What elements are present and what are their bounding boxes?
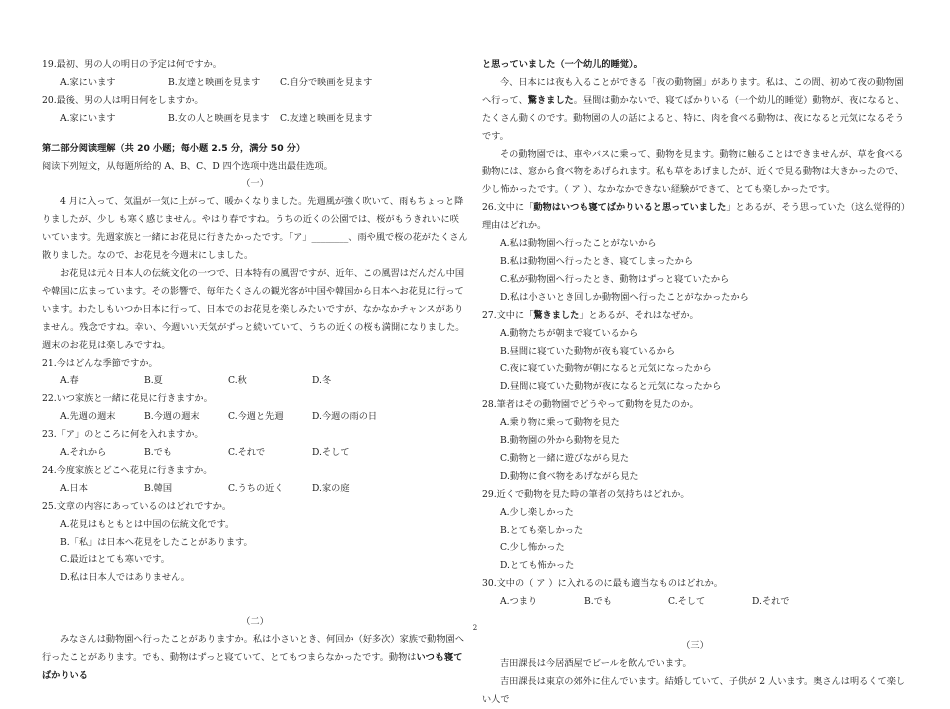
passage-2-paragraph-3: その動物園では、車やバスに乗って、動物を見ます。動物に触ることはできませんが、草を食べる動物には、窓から食べ物をあげられます。私も草をあげましたが、近くで見る動物は大きかったので、少し怖かったです。（ ア ）、なかなかできない経験ができて、とても楽しかったです。 bbox=[482, 148, 904, 196]
question-20-options bbox=[42, 110, 468, 128]
passage-3-line-2: 吉田課長は東京の郊外に住んでいます。結婚していて、子供が 2 人います。奥さんは明るくて楽しい人で bbox=[482, 675, 906, 705]
question-28: 28.筆者はその動物園でどうやって動物を見たのか。 bbox=[482, 399, 699, 411]
option: D.私は日本人ではありません。 bbox=[60, 572, 190, 584]
option: A.私は動物園へ行ったことがないから bbox=[500, 238, 657, 250]
passage-2-continued: と思っていました（一个幼儿的睡觉）。 bbox=[482, 59, 643, 70]
option: B.友達と映画を見ます bbox=[168, 76, 261, 88]
option: A.乗り物に乗って動物を見た bbox=[500, 417, 620, 429]
question-27-bold: 驚きました bbox=[533, 309, 580, 321]
option: C.友達と映画を見ます bbox=[280, 112, 373, 124]
option: B.私は動物園へ行ったとき、寝てしまったから bbox=[500, 255, 694, 267]
option: D.それで bbox=[752, 596, 790, 608]
option: D.昼間に寝ていた動物が夜になると元気になったから bbox=[500, 381, 722, 393]
option: A.春 bbox=[60, 375, 79, 387]
option: D.冬 bbox=[312, 375, 332, 387]
option: B.韓国 bbox=[144, 482, 173, 494]
question-27-pre: 27.文中に「 bbox=[482, 309, 534, 321]
question-30-options bbox=[482, 593, 908, 611]
option: B.夏 bbox=[144, 375, 163, 387]
question-22-options bbox=[42, 408, 468, 426]
question-26 bbox=[482, 199, 908, 235]
option: A.先週の週末 bbox=[60, 411, 116, 423]
question-26-post: 」とあるが、そう思っていた（这么觉得的）理由はどれか。 bbox=[482, 202, 906, 232]
question-21: 21.今はどんな季節ですか。 bbox=[42, 357, 158, 369]
option: A.日本 bbox=[60, 482, 88, 494]
question-22: 22.いつ家族と一緒に花見に行きますか。 bbox=[42, 393, 213, 405]
question-29: 29.近くで動物を見た時の筆者の気持ちはどれか。 bbox=[482, 488, 690, 500]
option: A.少し楽しかった bbox=[500, 506, 574, 518]
question-23-options bbox=[42, 444, 468, 462]
option: B.でも bbox=[144, 447, 173, 459]
option: A.花見はもともとは中国の伝統文化です。 bbox=[60, 518, 235, 530]
option: D.家の庭 bbox=[312, 482, 350, 494]
question-26-pre: 26.文中に「 bbox=[482, 202, 534, 214]
question-19-options bbox=[42, 74, 468, 92]
question-27-post: 」とあるが、それはなぜか。 bbox=[579, 309, 699, 321]
passage-2-para2-rest: 。昼間は動かないで、寝てばかりいる（一个幼儿的睡觉）動物が、夜になると、たくさん動くのです。動物園の人の話によると、特に、肉を食べる動物は、夜になると元気になるそうです。 bbox=[482, 94, 905, 142]
option: C.動物と一緒に遊びながら見た bbox=[500, 452, 630, 464]
option: C.夜に寝ていた動物が朝になると元気になったから bbox=[500, 363, 712, 375]
option: A.家にいます bbox=[60, 112, 116, 124]
question-24: 24.今度家族とどこへ花見に行きますか。 bbox=[42, 464, 213, 476]
option: D.今週の雨の日 bbox=[312, 411, 378, 423]
option: C.うちの近く bbox=[228, 482, 284, 494]
option: A.家にいます bbox=[60, 76, 116, 88]
option: A.つまり bbox=[500, 596, 538, 608]
passage-3-line-1: 吉田課長は今居酒屋でビールを飲んでいます。 bbox=[500, 658, 692, 669]
option: C.今週と先週 bbox=[228, 411, 284, 423]
option: D.そして bbox=[312, 447, 350, 459]
option: B.今週の週末 bbox=[144, 411, 200, 423]
question-26-bold: 動物はいつも寝てばかりいると思っていました bbox=[533, 202, 727, 214]
question-27 bbox=[482, 307, 908, 325]
question-19: 19.最初、男の人の明日の予定は何ですか。 bbox=[42, 59, 222, 70]
right-column bbox=[482, 56, 908, 709]
option: B.昼間に寝ていた動物が夜も寝ているから bbox=[500, 345, 676, 357]
option: B.動物園の外から動物を見た bbox=[500, 435, 620, 447]
passage-2-text-start: みなさんは動物園へ行ったことがありますか。私は小さいとき、何回か（好多次）家族で動物園へ行ったことがあります。でも、動物はずっと寝ていて、とてもつまらなかったです。動物は bbox=[42, 634, 464, 664]
option: B.女の人と映画を見ます bbox=[168, 112, 270, 124]
option: C.秋 bbox=[228, 375, 247, 387]
option: B.とても楽しかった bbox=[500, 524, 584, 536]
question-25: 25.文章の内容にあっているのはどれですか。 bbox=[42, 500, 232, 512]
passage-2-bold-surprised: 驚きました bbox=[527, 94, 574, 106]
option: C.最近はとても寒いです。 bbox=[60, 554, 170, 566]
passage-2-para2-start: 今、日本には夜も入ることができる「夜の動物園」があります。私は、この間、初めて夜の動物園へ行って、 bbox=[482, 76, 904, 106]
passage-2-text bbox=[42, 631, 468, 685]
option: D.とても怖かった bbox=[500, 560, 575, 572]
question-23: 23.「ア」のところに何を入れますか。 bbox=[42, 429, 204, 441]
left-column bbox=[42, 56, 468, 685]
question-21-options bbox=[42, 372, 468, 390]
option: C.私が動物園へ行ったとき、動物はずっと寝ていたから bbox=[500, 273, 730, 285]
page-number: 2 bbox=[472, 624, 478, 632]
option: B.「私」は日本へ花見をしたことがあります。 bbox=[60, 536, 253, 548]
section-instruction: 阅读下列短文，从每题所给的 A、B、C、D 四个选项中选出最佳选项。 bbox=[42, 160, 333, 172]
question-30: 30.文中の（ ア ）に入れるのに最も適当なものはどれか。 bbox=[482, 578, 723, 590]
passage-2-label: （二） bbox=[241, 616, 269, 628]
section-heading: 第二部分阅读理解（共 20 小题；每小题 2.5 分，满分 50 分） bbox=[42, 142, 306, 154]
option: B.でも bbox=[584, 596, 613, 608]
passage-2-paragraph-2 bbox=[482, 74, 908, 146]
option: C.少し怖かった bbox=[500, 542, 565, 554]
option: C.自分で映画を見ます bbox=[280, 76, 373, 88]
passage-1-label: （一） bbox=[241, 178, 269, 190]
passage-1-paragraph-2: お花見は元々日本人の伝統文化の一つで、日本特有の風習ですが、近年、この風習はだんだん中国や韓国に広まっています。その影響で、毎年たくさんの観光客が中国や韓国から日本へお花見に行っています。わたしもいつか日本に行って、日本でのお花見を楽しみたいですが、なかなかチャンスがありません。残念ですね。幸い、今週いい天気がずっと続いていて、うちの近くの桜も満開になりました。週末のお花見は楽しみですね。 bbox=[42, 267, 465, 351]
passage-2-bold-phrase: いつも寝てばかりいる bbox=[42, 652, 463, 681]
option: A.動物たちが朝まで寝ているから bbox=[500, 327, 639, 339]
option: D.動物に食べ物をあげながら見た bbox=[500, 470, 639, 482]
option: A.それから bbox=[60, 447, 107, 459]
passage-3-label: （三） bbox=[681, 640, 709, 652]
question-20: 20.最後、男の人は明日何をしますか。 bbox=[42, 94, 204, 106]
option: C.そして bbox=[668, 596, 706, 608]
option: C.それで bbox=[228, 447, 266, 459]
passage-1-paragraph-1: 4 月に入って、気温が一気に上がって、暖かくなりました。先週風が強く吹いて、雨もちょっと降りましたが、少し も寒く感じません。やはり春ですね。うちの近くの公園では、桜がもうきれいに咲いています。先週家族と一緒にお花見に行きたかったです。「ア」________、雨や風で桜の花がたくさん散りました。なので、お花見を今週末にしました。 bbox=[42, 196, 468, 262]
option: D.私は小さいとき回しか動物園へ行ったことがなかったから bbox=[500, 291, 749, 303]
question-24-options bbox=[42, 480, 468, 498]
